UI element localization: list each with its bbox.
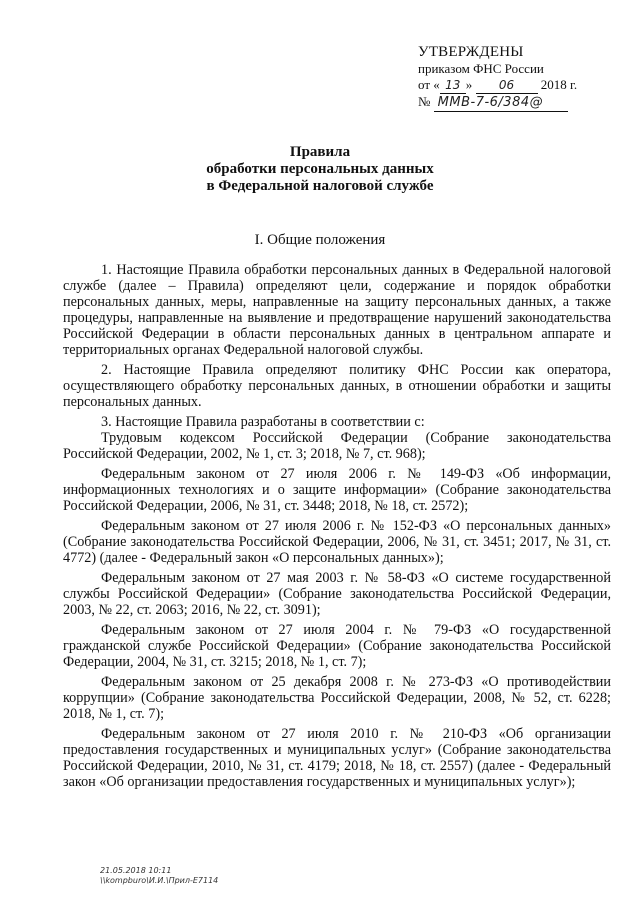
list-item-law-210: Федеральным законом от 27 июля 2010 г. № 210-ФЗ «Об организации предоставления государственных и муниципальных услуг» (Собрание законодательства Российской Федерации, 2010, № 31, ст. 4179; 2018, № 18, ст. 2557) (далее - Федеральный закон «Об организации предоставления государственных и муниципальных услуг»); bbox=[63, 726, 611, 790]
paragraph-1: 1. Настоящие Правила обработки персональных данных в Федеральной налоговой службе (далее – Правила) определяют цели, содержание и порядок обработки персональных данных, меры, направленные на защиту персональных данных, а также процедуры, направленные на выявление и предотвращение нарушений законодательства Российской Федерации в области персональных данных в центральном аппарате и территориальных органах Федеральной налоговой службы. bbox=[63, 262, 611, 358]
paragraph-3: 3. Настоящие Правила разработаны в соответствии с: bbox=[101, 414, 425, 430]
paragraph-2: 2. Настоящие Правила определяют политику ФНС России как оператора, осуществляющего обработку персональных данных, в отношении обработки и защиты персональных данных. bbox=[63, 362, 611, 410]
footer-stamp bbox=[100, 866, 218, 886]
list-item-law-58: Федеральным законом от 27 мая 2003 г. № 58-ФЗ «О системе государственной службы Российской Федерации» (Собрание законодательства Российской Федерации, 2003, № 22, ст. 2063; 2016, № 22, ст. 3091); bbox=[63, 570, 611, 618]
date-prefix: от « bbox=[418, 77, 440, 92]
title-line-2: обработки персональных данных bbox=[206, 161, 434, 177]
title-line-3: в Федеральной налоговой службе bbox=[206, 178, 434, 194]
handwritten-order-number: ММВ-7-6/384@ bbox=[434, 95, 568, 112]
document-title bbox=[0, 144, 640, 195]
list-item-labor-code: Трудовым кодексом Российской Федерации (Собрание законодательства Российской Федерации, 2002, № 1, ст. 3; 2018, № 7, ст. 968); bbox=[63, 430, 611, 462]
handwritten-day: 13 bbox=[440, 77, 466, 94]
approval-number bbox=[418, 94, 628, 112]
document-body bbox=[63, 262, 611, 794]
title-line-1: Правила bbox=[289, 144, 351, 160]
list-item-law-273: Федеральным законом от 25 декабря 2008 г. № 273-ФЗ «О противодействии коррупции» (Собрание законодательства Российской Федерации, 2008, № 52, ст. 6228; 2018, № 1, ст. 7); bbox=[63, 674, 611, 722]
approval-heading: УТВЕРЖДЕНЫ bbox=[418, 44, 524, 60]
date-year: 2018 г. bbox=[540, 77, 578, 92]
approval-date bbox=[418, 77, 628, 94]
section-heading: I. Общие положения bbox=[254, 232, 386, 248]
list-item-law-149: Федеральным законом от 27 июля 2006 г. № 149-ФЗ «Об информации, информационных технологиях и о защите информации» (Собрание законодательства Российской Федерации, 2006, № 31, ст. 3448; 2018, № 18, ст. 2572); bbox=[63, 466, 611, 514]
number-prefix: № bbox=[418, 94, 431, 109]
list-item-law-152: Федеральным законом от 27 июля 2006 г. № 152-ФЗ «О персональных данных» (Собрание законодательства Российской Федерации, 2006, № 31, ст. 3451; 2017, № 31, ст. 4772) (далее - Федеральный закон «О персональных данных»); bbox=[63, 518, 611, 566]
approval-order-text: приказом ФНС России bbox=[418, 61, 544, 76]
approval-block bbox=[418, 44, 628, 112]
list-item-law-79: Федеральным законом от 27 июля 2004 г. № 79-ФЗ «О государственной гражданской службе Российской Федерации» (Собрание законодательства Российской Федерации, 2004, № 31, ст. 3215; 2018, № 1, ст. 7); bbox=[63, 622, 611, 670]
footer-path: \\kompburo\И.И.\Прил-Е7114 bbox=[100, 876, 219, 885]
date-day-close: » bbox=[465, 77, 473, 92]
handwritten-month: 06 bbox=[476, 77, 538, 94]
footer-timestamp: 21.05.2018 10:11 bbox=[100, 866, 172, 875]
